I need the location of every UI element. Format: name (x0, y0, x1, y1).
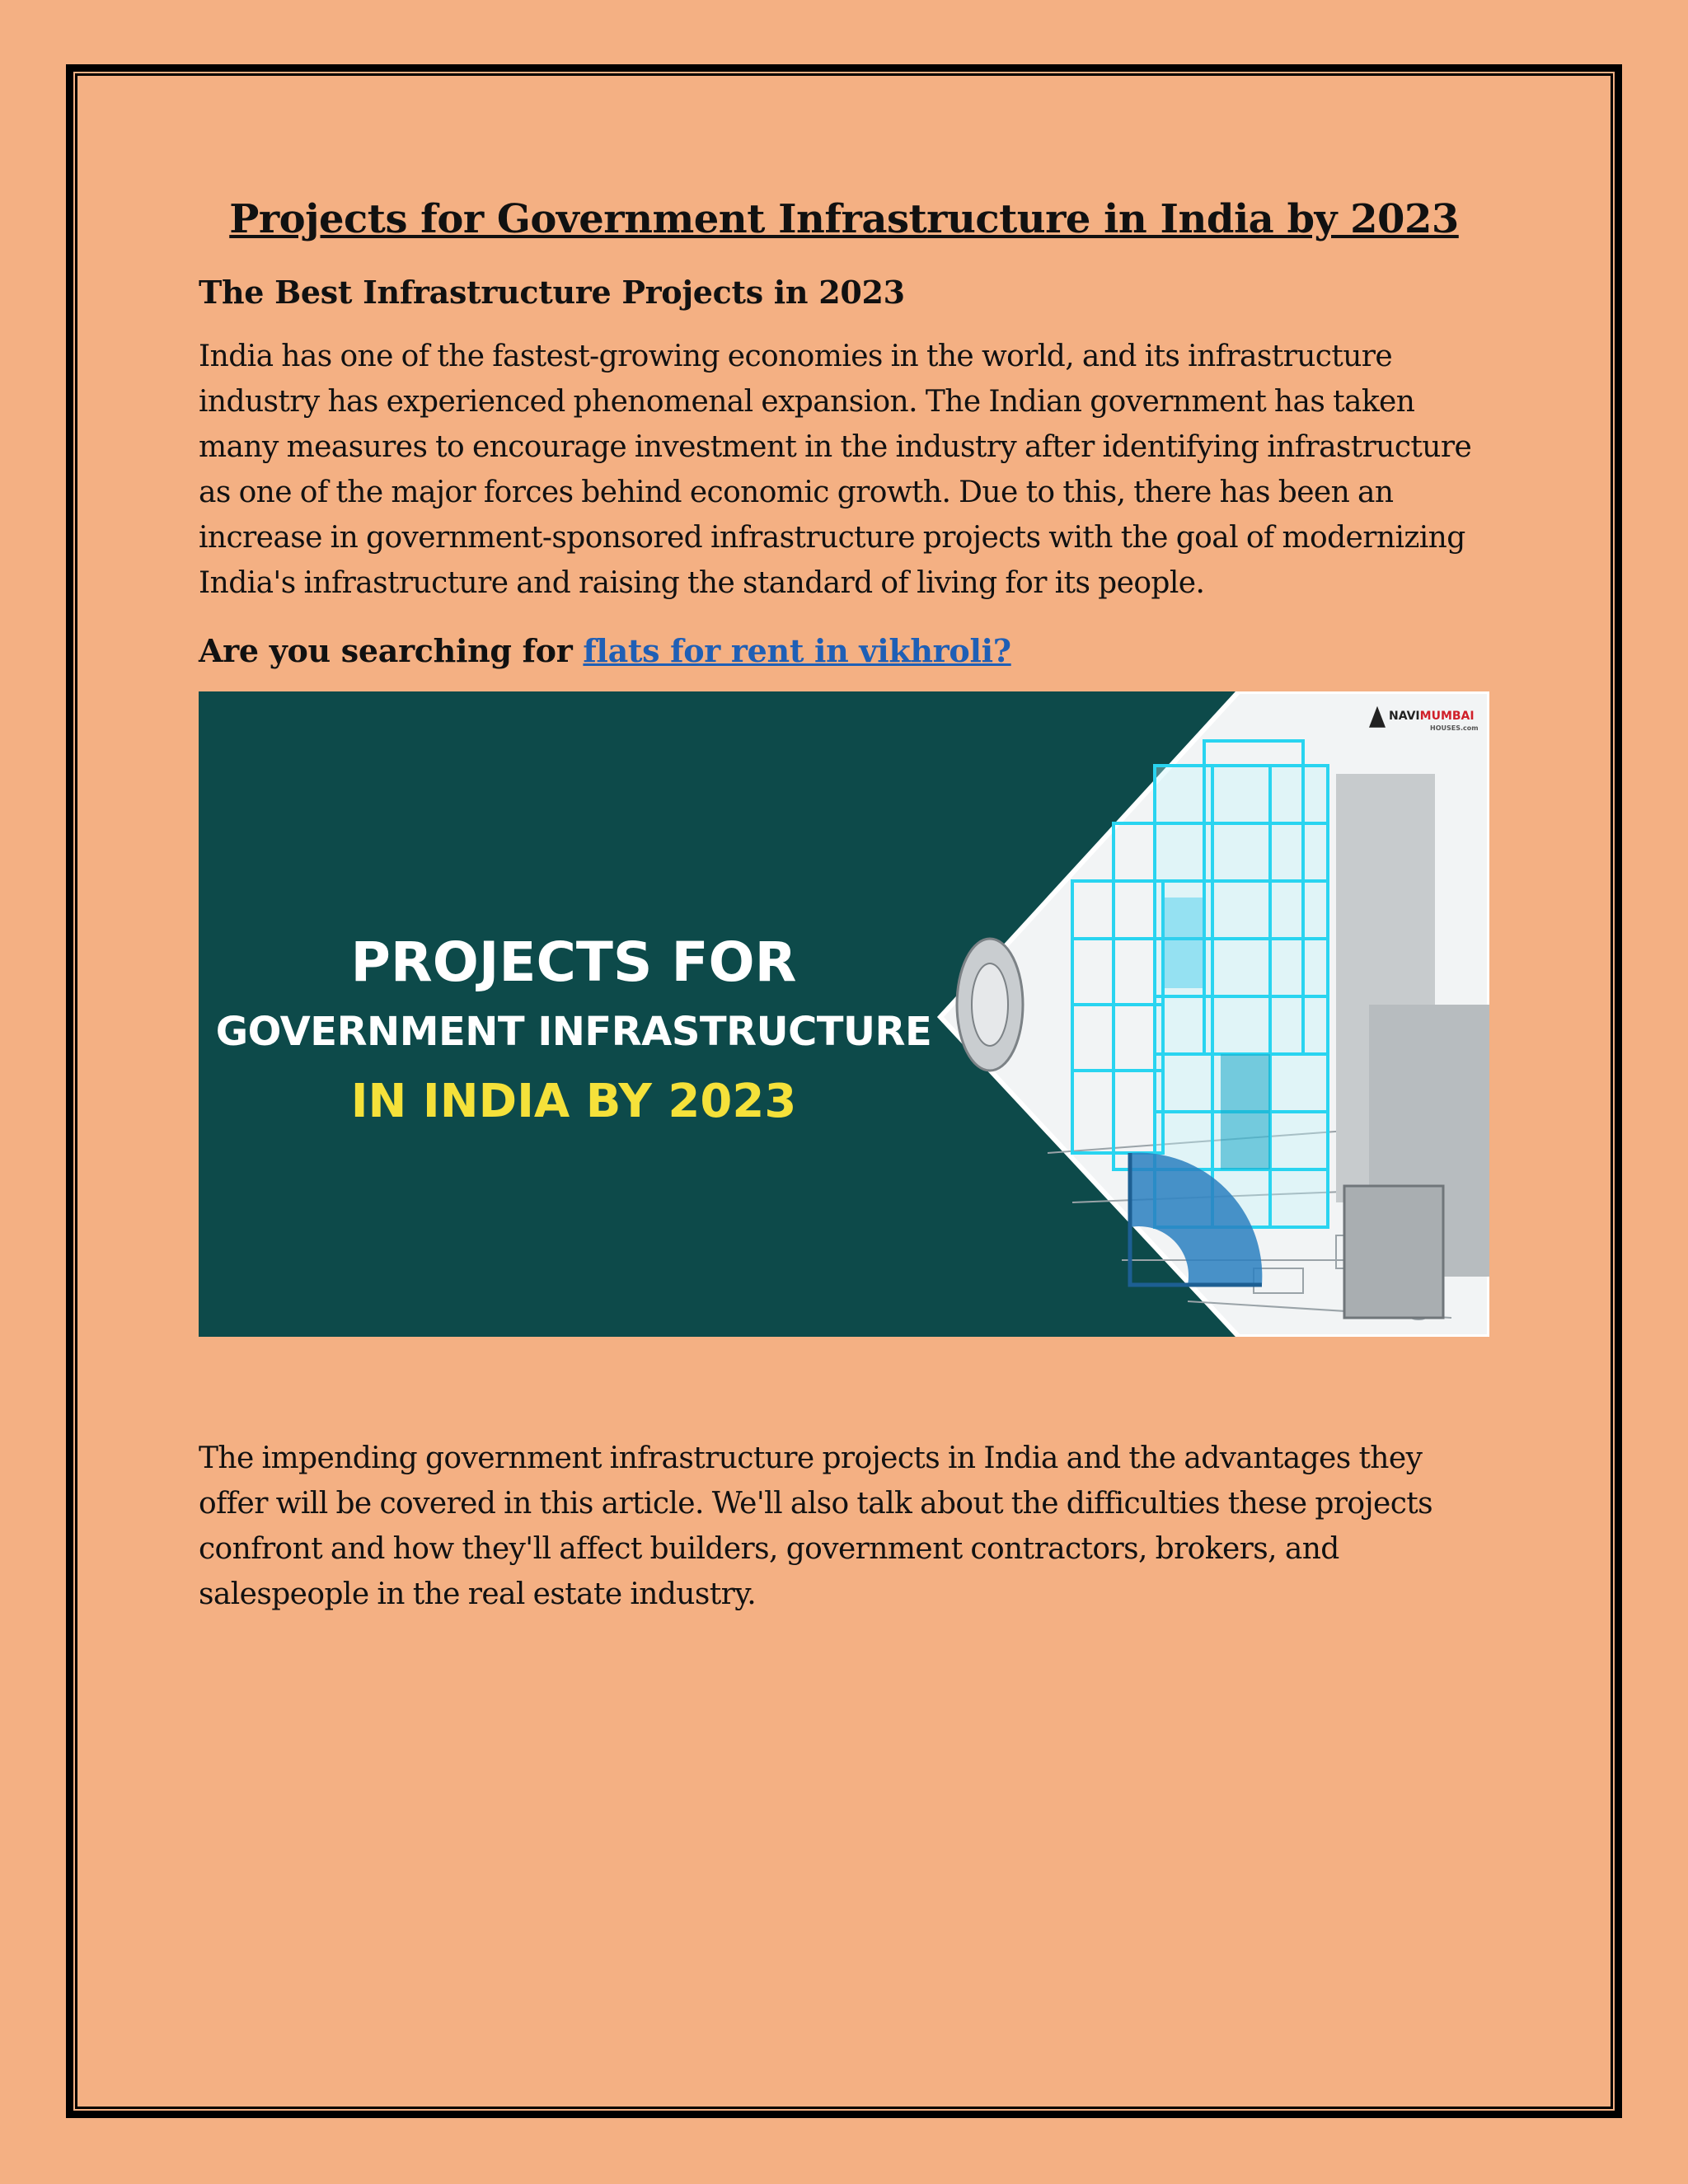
logo-word-mumbai: MUMBAI (1419, 709, 1475, 723)
section-heading: The Best Infrastructure Projects in 2023 (199, 273, 905, 311)
navimumbai-logo (1366, 703, 1477, 736)
document-content (199, 196, 1489, 1617)
banner-headline-line3: IN INDIA BY 2023 (350, 1074, 797, 1128)
banner-image (199, 691, 1489, 1337)
rent-prompt (199, 632, 1489, 670)
logo-subtext: HOUSES.com (1430, 724, 1479, 732)
banner-headline-line1: PROJECTS FOR (350, 930, 797, 994)
banner-headline-line2: GOVERNMENT INFRASTRUCTURE (215, 1008, 932, 1055)
house-logo-icon (1369, 706, 1386, 728)
closing-paragraph: The impending government infrastructure projects in India and the advantages they offer will be covered in this article. We'll also talk about the difficulties these projects confront and how they'll affect builders, government contractors, brokers, and salespeople in the real estate industry. (199, 1441, 1433, 1611)
rent-prompt-text: Are you searching for (199, 632, 584, 670)
document-title: Projects for Government Infrastructure in India by 2023 (229, 196, 1459, 242)
intro-paragraph: India has one of the fastest-growing economies in the world, and its infrastructure industry has experienced phenomenal expansion. The Indian government has taken many measures to encourage investment in the industry after identifying infrastructure as one of the major forces behind economic growth. Due to this, there has been an increase in government-sponsored infrastructure projects with the goal of modernizing India's infrastructure and raising the standard of living for its people. (199, 340, 1472, 601)
flats-for-rent-link[interactable]: flats for rent in vikhroli? (583, 632, 1011, 670)
logo-word-navi: NAVI (1389, 709, 1420, 723)
